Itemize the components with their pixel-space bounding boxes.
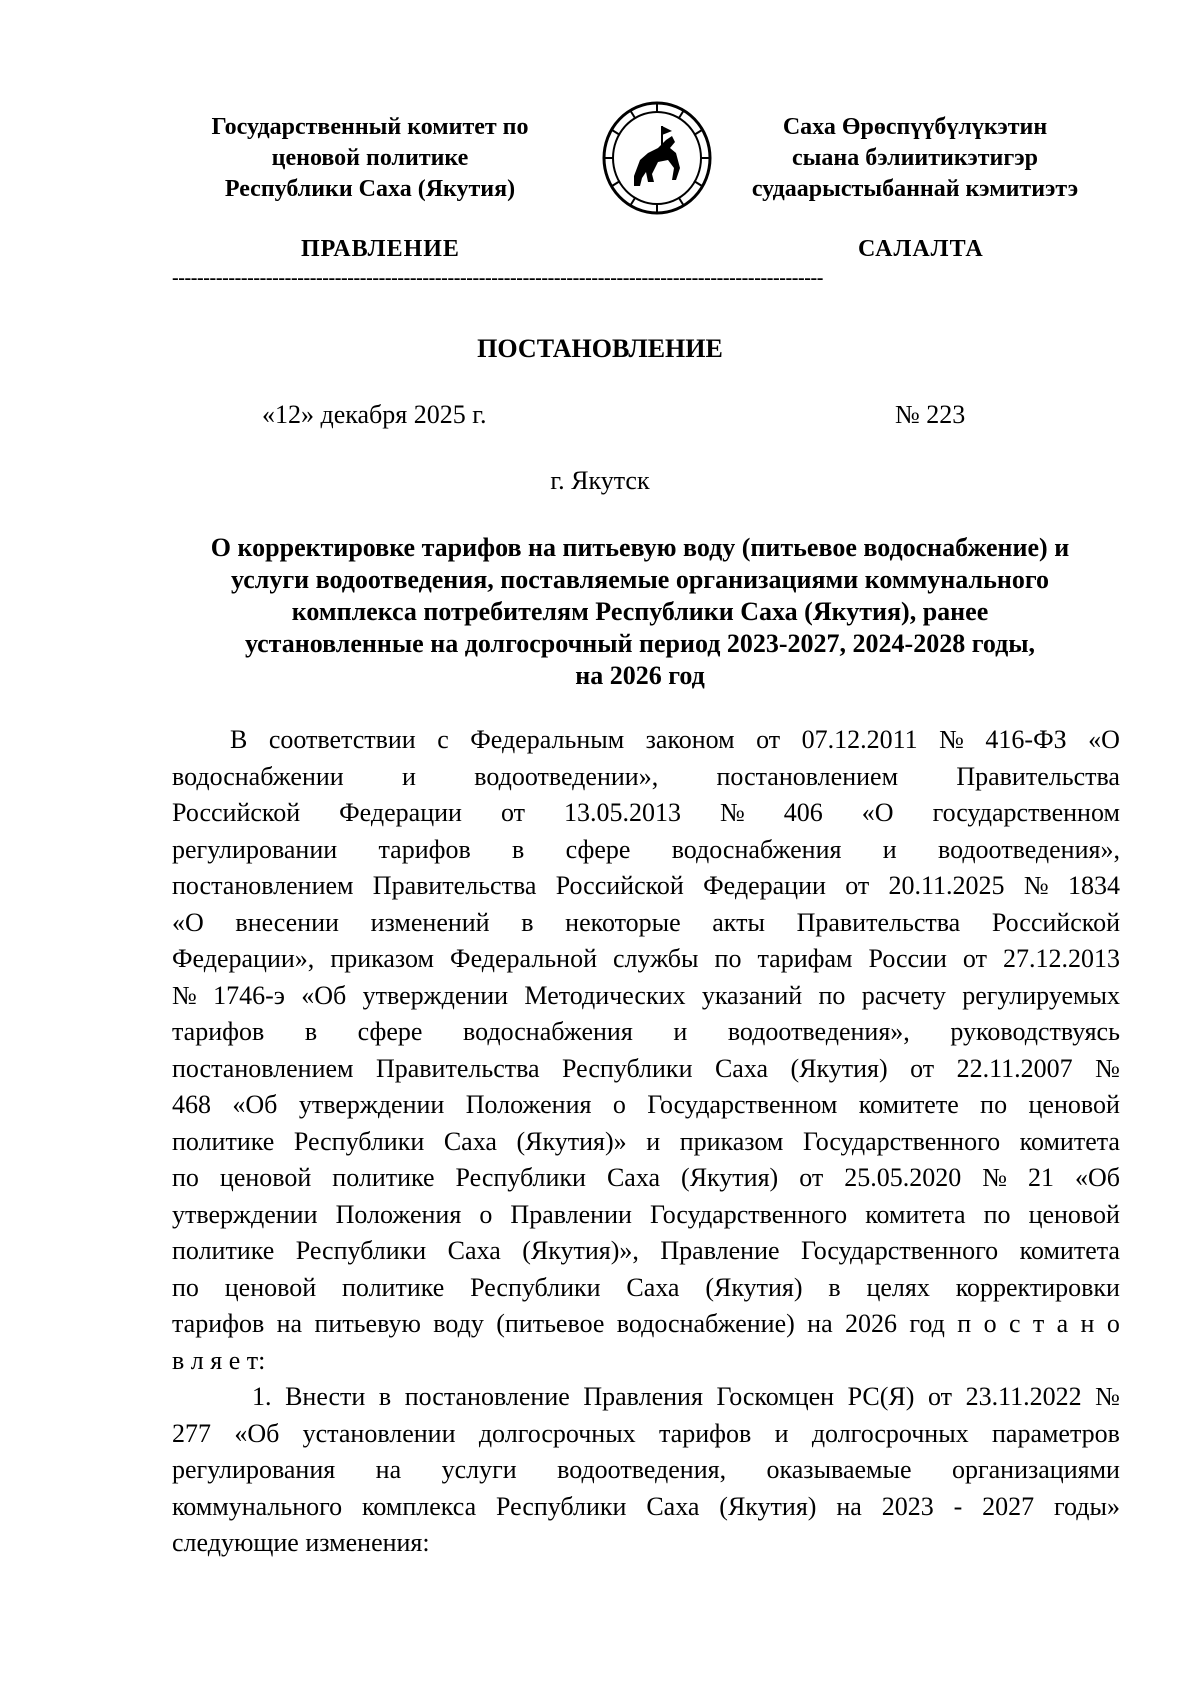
document-date: «12» декабря 2025 г.: [262, 400, 487, 429]
issuer-name-russian: [170, 112, 570, 205]
body-line: по ценовой политике Республики Саха (Якутия) в целях корректировки: [172, 1272, 1120, 1302]
body-line: тарифов на питьевую воду (питьевое водоснабжение) на 2026 год п о с т а н о: [172, 1309, 1120, 1338]
issuer-line: Республики Саха (Якутия): [224, 176, 516, 202]
document-city: г. Якутск: [550, 466, 650, 495]
subject-line: установленные на долгосрочный период 2023-2027, 2024-2028 годы,: [244, 629, 1036, 658]
issuer-line: Саха Өрөспүүбүлүкэтин: [782, 114, 1048, 140]
body-line: Российской Федерации от 13.05.2013 № 406 «О государственном: [172, 798, 1120, 827]
body-line: 277 «Об установлении долгосрочных тарифов и долгосрочных параметров: [172, 1418, 1120, 1448]
subject-line: услуги водоотведения, поставляемые организациями коммунального: [231, 565, 1049, 594]
body-line: следующие изменения:: [172, 1528, 430, 1557]
body-line: коммунального комплекса Республики Саха (Якутия) на 2023 - 2027 годы»: [172, 1491, 1120, 1521]
subject-line: на 2026 год: [575, 661, 705, 690]
body-line: постановлением Правительства Российской Федерации от 20.11.2025 № 1834: [172, 871, 1120, 900]
coat-of-arms-icon: [600, 98, 715, 216]
body-line: 468 «Об утверждении Положения о Государственном комитете по ценовой: [172, 1090, 1120, 1119]
document-number: № 223: [895, 400, 966, 429]
board-label-russian: ПРАВЛЕНИЕ: [301, 236, 460, 262]
document-subject: [160, 532, 1120, 692]
body-line: по ценовой политике Республики Саха (Якутия) от 25.05.2020 № 21 «Об: [172, 1163, 1120, 1192]
body-line: водоснабжении и водоотведении», постановлением Правительства: [172, 761, 1120, 791]
subject-line: комплекса потребителям Республики Саха (Якутия), ранее: [291, 597, 989, 626]
issuer-line: Государственный комитет по: [211, 114, 529, 140]
issuer-line: ценовой политике: [271, 145, 469, 171]
body-line: в л я е т:: [172, 1345, 266, 1375]
body-line: постановлением Правительства Республики Саха (Якутия) от 22.11.2007 №: [172, 1053, 1120, 1083]
document-body: [172, 722, 1120, 1562]
body-line: Федерации», приказом Федеральной службы по тарифам России от 27.12.2013: [172, 944, 1120, 973]
board-label-yakut: САЛАЛТА: [858, 236, 984, 262]
subject-line: О корректировке тарифов на питьевую воду (питьевое водоснабжение) и: [210, 533, 1070, 562]
body-line: регулирования на услуги водоотведения, оказываемые организациями: [172, 1455, 1120, 1484]
body-line: политике Республики Саха (Якутия)» и приказом Государственного комитета: [172, 1126, 1120, 1156]
document-type-title: ПОСТАНОВЛЕНИЕ: [477, 334, 723, 363]
body-line: «О внесении изменений в некоторые акты Правительства Российской: [172, 907, 1120, 937]
issuer-name-yakut: [725, 112, 1105, 205]
body-line: № 1746-э «Об утверждении Методических указаний по расчету регулируемых: [172, 980, 1120, 1010]
body-line: 1. Внести в постановление Правления Госкомцен РС(Я) от 23.11.2022 №: [252, 1382, 1120, 1411]
body-line: политике Республики Саха (Якутия)», Правление Государственного комитета: [172, 1236, 1120, 1265]
body-line: В соответствии с Федеральным законом от 07.12.2011 № 416-ФЗ «О: [230, 725, 1120, 754]
body-line: тарифов в сфере водоснабжения и водоотведения», руководствуясь: [172, 1017, 1120, 1046]
body-line: утверждении Положения о Правлении Государственного комитета по ценовой: [172, 1199, 1120, 1229]
body-line: регулировании тарифов в сфере водоснабжения и водоотведения»,: [172, 834, 1120, 864]
issuer-line: судаарыстыбаннай кэмитиэтэ: [751, 176, 1079, 202]
header-separator: --------------------------------------------------------------------------------------------------------: [172, 268, 824, 288]
issuer-line: сыана бэлиитикэтигэр: [791, 145, 1038, 171]
